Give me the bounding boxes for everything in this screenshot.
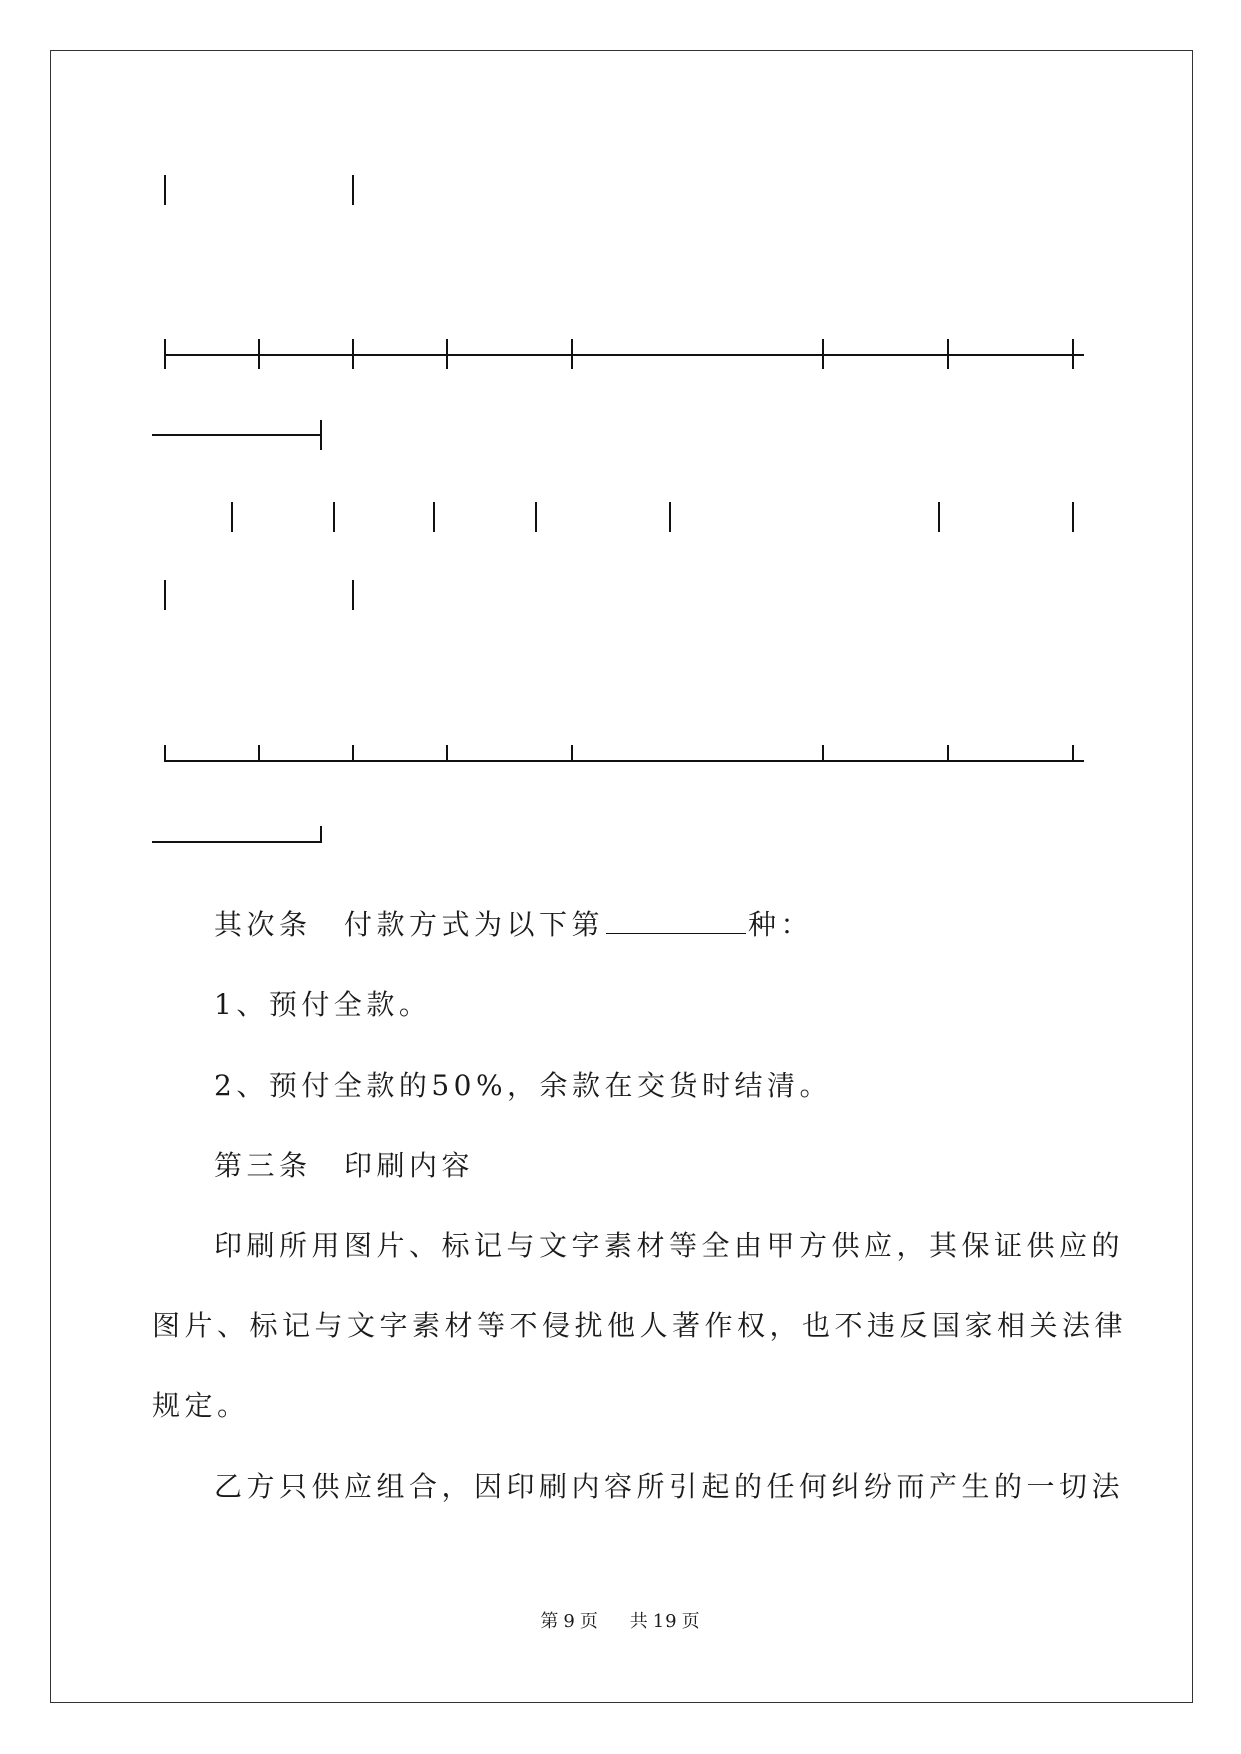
table-vertical-rule (352, 580, 354, 610)
paragraph-line: 乙方只供应组合，因印刷内容所引起的任何纠纷而产生的一切法 (214, 1470, 1125, 1503)
table-tick (822, 339, 824, 369)
table-vertical-rule (164, 580, 166, 610)
table-tick (446, 339, 448, 369)
table-tick (446, 745, 448, 762)
table-tick (947, 745, 949, 762)
table-tick (352, 339, 354, 369)
table-vertical-rule (352, 175, 354, 205)
total-suffix: 页 (681, 1611, 701, 1632)
paragraph-line: 印刷所用图片、标记与文字素材等全由甲方供应，其保证供应的 (214, 1229, 1125, 1262)
payment-clause-suffix: 种： (748, 908, 814, 941)
page-number: 9 (563, 1611, 576, 1632)
paragraph-line: 规定。 (152, 1389, 250, 1422)
total-pages: 19 (652, 1611, 678, 1632)
table-tick (352, 745, 354, 762)
table-tick (164, 745, 166, 762)
table-vertical-rule (231, 502, 233, 532)
paragraph-line: 图片、标记与文字素材等不侵扰他人著作权，也不违反国家相关法律 (152, 1309, 1128, 1342)
table-tick (258, 339, 260, 369)
table-tick (320, 420, 322, 450)
table-tick (571, 745, 573, 762)
table-tick (1072, 339, 1074, 369)
page-footer (0, 1607, 1241, 1633)
payment-clause-prefix: 其次条 付款方式为以下第 (214, 908, 605, 941)
table-top-border (164, 354, 1084, 356)
table-tick (1072, 745, 1074, 762)
table-vertical-rule (669, 502, 671, 532)
table-vertical-rule (535, 502, 537, 532)
payment-option-2: 2、预付全款的50%，余款在交货时结清。 (214, 1069, 833, 1102)
table-bottom-border (164, 760, 1084, 762)
article-3-title: 第三条 印刷内容 (214, 1149, 475, 1182)
table-continuation-border (152, 841, 322, 843)
table-tick (258, 745, 260, 762)
payment-method-clause (214, 905, 813, 945)
table-vertical-rule (433, 502, 435, 532)
page-border (50, 50, 1193, 1703)
table-tick (947, 339, 949, 369)
total-prefix: 共 (629, 1611, 649, 1632)
table-vertical-rule (1072, 502, 1074, 532)
page-prefix: 第 (540, 1611, 560, 1632)
table-vertical-rule (164, 175, 166, 205)
table-tick (822, 745, 824, 762)
table-tick (164, 339, 166, 369)
table-vertical-rule (333, 502, 335, 532)
payment-option-1: 1、预付全款。 (214, 988, 432, 1021)
payment-option-blank (606, 905, 746, 934)
table-tick (571, 339, 573, 369)
page-suffix: 页 (579, 1611, 599, 1632)
table-tick (320, 826, 322, 843)
table-continuation-border (152, 434, 322, 436)
table-vertical-rule (938, 502, 940, 532)
